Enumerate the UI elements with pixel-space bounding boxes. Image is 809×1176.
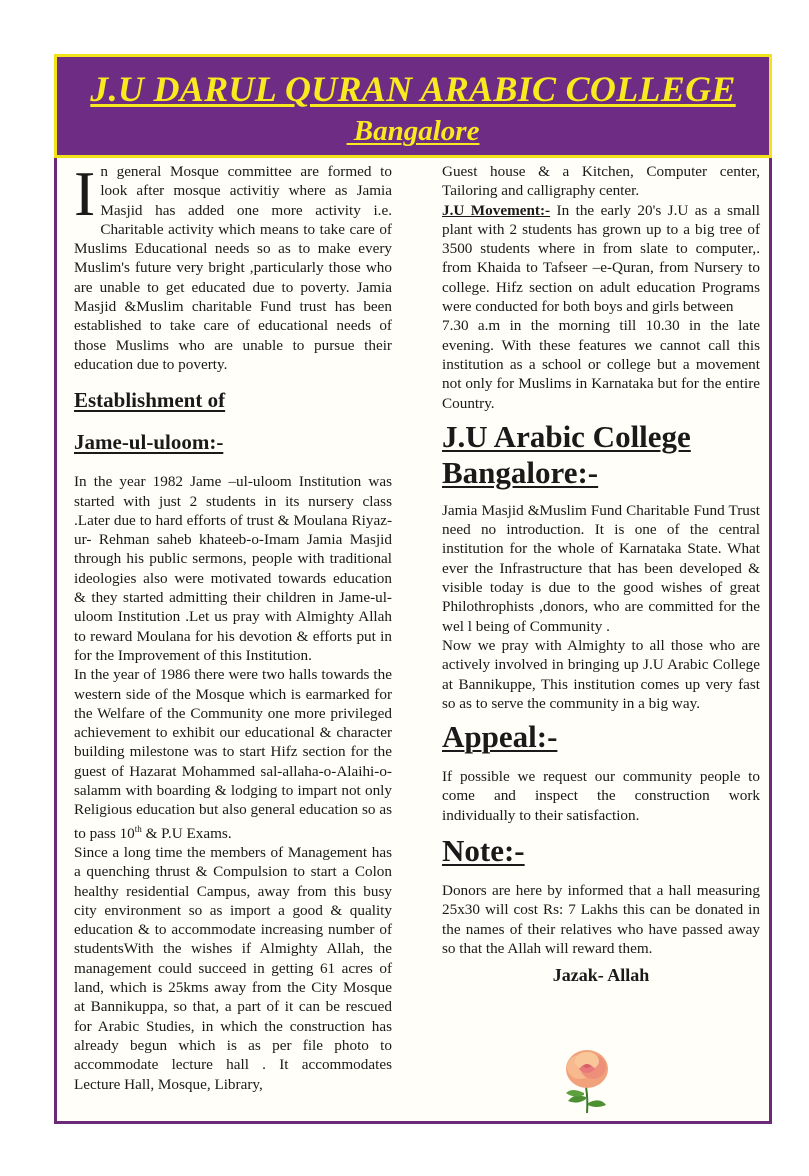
heading-establishment: Establishment of (74, 388, 226, 413)
continued-text: Guest house & a Kitchen, Computer center, Tailoring and calligraphy center. (442, 163, 760, 200)
college-heading (442, 419, 760, 491)
dropcap-letter: I (74, 158, 96, 229)
rose-icon (562, 1047, 612, 1115)
movement-paragraph (442, 201, 760, 317)
left-column (74, 158, 392, 1094)
paragraph-1982: In the year 1982 Jame –ul-uloom Institution was started with just 2 students in its nursery class .Later due to hard efforts of trust & Moulana Riyaz-ur- Rehman saheb khateeb-o-Imam Jamia Masjid through his public sermons, people with traditional ideologies also were motivated towards education & they started admitting their children in Jame-ul-uloom Institution .Let us pray with Almighty Allah to reward Moulana for his devotion & efforts put in for the Improvement of this Institution. (74, 473, 392, 664)
note-text: Donors are here by informed that a hall measuring 25x30 will cost Rs: 7 Lakhs this can be donated in the names of their relatives who have passed away so that the Allah will reward them. (442, 882, 760, 957)
intro-paragraph (74, 158, 392, 374)
college-paragraph-2: Now we pray with Almighty to all those who are actively involved in bringing up J.U Arabic College at Bannikuppe, This institution comes up very fast so as to serve the community in a big way. (442, 636, 760, 712)
college-title: J.U DARUL QURAN ARABIC COLLEGE (90, 69, 736, 109)
paragraph-1986-text: In the year of 1986 there were two halls towards the western side of the Mosque which is earmarked for the Welfare of the Community one more privileged achievement to exhibit our educational & character building milestone was to start Hifz section for the guest of Hazarat Mohammed sal-allaha-o-Alaihi-o-salamm with boarding & lodging to impart not only Religious education but also general education so as to pass 10 (74, 666, 392, 842)
college-paragraph-1: Jamia Masjid &Muslim Fund Charitable Fund Trust need no introduction. It is one of the central institution for the whole of Karnataka State. What ever the Infrastructure that has been developed & visible today is due to the good wishes of great Philothrophists ,donors, who are committed for the wel l being of Community . (442, 501, 760, 635)
signature: Jazak- Allah (552, 965, 650, 986)
paragraph-1986 (74, 665, 392, 843)
movement-label: J.U Movement:- (442, 201, 551, 219)
paragraph-1986-tail: & P.U Exams. (141, 824, 232, 842)
right-column (442, 162, 760, 986)
movement-paragraph-2: 7.30 a.m in the morning till 10.30 in the late evening. With these features we cannot call this institution as a school or college but a movement not only for Muslims in Karnataka but for the entire Country. (442, 317, 760, 412)
note-heading: Note:- (442, 833, 525, 869)
college-heading-line1: J.U Arabic College (442, 418, 691, 454)
appeal-heading: Appeal:- (442, 719, 558, 755)
intro-text: n general Mosque committee are formed to look after mosque activitiy where as Jamia Masjid has added one more activity i.e. Charitable activity which means to take care of Muslims Educational needs so as to make every Muslim's future very bright ,particularly those who are unable to get educated due to poverty. Jamia Masjid &Muslim charitable Fund trust has been established to take care of educational needs of those Muslims who are unable to pursue their education due to poverty. (74, 163, 392, 373)
college-heading-line2: Bangalore:- (442, 454, 599, 490)
superscript-th: th (134, 823, 142, 834)
paragraph-campus: Since a long time the members of Management has a quenching thrust & Compulsion to start a Colon healthy residential Campus, away from this busy city environment so as import a good & quality education & to accommodate increasing number of studentsWith the wishes if Almighty Allah, the management could succeed in getting 61 acres of land, which is 25kms away from the City Mosque at Bannikuppa, so that, a part of it can be rescued for Arabic Studies, in which the construction has already begun which is as per file photo to accommodate lecture hall . It accommodates Lecture Hall, Mosque, Library, (74, 843, 392, 1093)
heading-jame-ul-uloom: Jame-ul-uloom:- (74, 430, 224, 455)
movement-text: In the early 20's J.U as a small plant with 2 students has grown up to a big tree of 3500 students where in from slate to computer,. from Khaida to Tafseer –e-Quran, from Nursery to college. Hifz section on adult education Programs were conducted for both boys and girls between (442, 201, 760, 316)
city-subtitle: Bangalore (346, 115, 480, 147)
title-banner (54, 54, 772, 158)
appeal-text: If possible we request our community people to come and inspect the construction work individually to their satisfaction. (442, 768, 760, 824)
